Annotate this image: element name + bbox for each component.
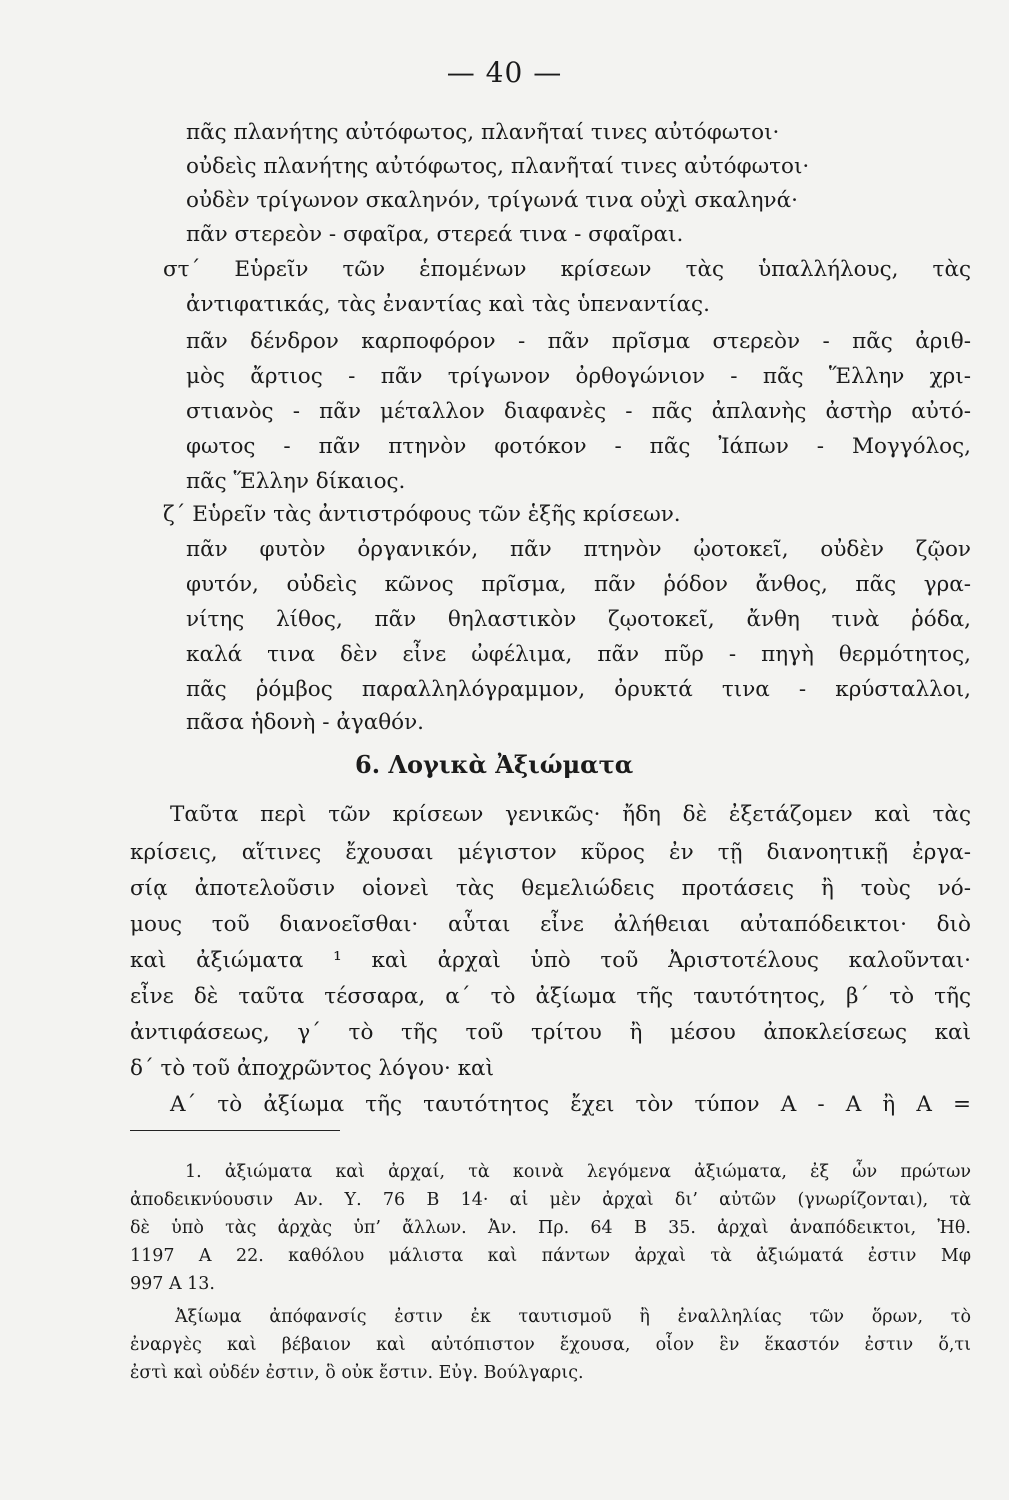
text-line: στιανὸς - πᾶν μέταλλον διαφανὲς - πᾶς ἀπλανὴς ἀστὴρ αὐτό- <box>186 399 971 424</box>
footnote-line: δὲ ὑπὸ τὰς ἀρχὰς ὑπ’ ἄλλων. Ἀν. Πρ. 64 Β 35. ἀρχαὶ ἀναπόδεικτοι, Ἠθ. <box>130 1218 971 1238</box>
footnote-line: 1. ἀξιώματα καὶ ἀρχαί, τὰ κοινὰ λεγόμενα ἀξιώματα, ἐξ ὧν πρώτων <box>185 1162 971 1182</box>
text-line: ἀντιφάσεως, γ΄ τὸ τῆς τοῦ τρίτου ἢ μέσου ἀποκλείσεως καὶ <box>130 1020 971 1045</box>
footnote-line: Ἀξίωμα ἀπόφανσίς ἐστιν ἐκ ταυτισμοῦ ἢ ἐναλληλίας τῶν ὅρων, τὸ <box>175 1307 971 1327</box>
footnote-rule <box>130 1130 340 1131</box>
text-line: οὐδεὶς πλανήτης αὐτόφωτος, πλανῆταί τινες αὐτόφωτοι· <box>186 154 810 179</box>
text-line: καὶ ἀξιώματα ¹ καὶ ἀρχαὶ ὑπὸ τοῦ Ἀριστοτέλους καλοῦνται· <box>130 948 971 973</box>
text-line: καλά τινα δὲν εἶνε ὠφέλιμα, πᾶν πῦρ - πηγὴ θερμότητος, <box>186 642 971 667</box>
footnote-line: 1197 Α 22. καθόλου μάλιστα καὶ πάντων ἀρχαὶ τὰ ἀξιώματά ἐστιν Μφ <box>130 1246 971 1266</box>
text-line: πᾶν φυτὸν ὀργανικόν, πᾶν πτηνὸν ᾠοτοκεῖ, οὐδὲν ζῷον <box>186 537 971 562</box>
text-line: νίτης λίθος, πᾶν θηλαστικὸν ζῳοτοκεῖ, ἄνθη τινὰ ῥόδα, <box>186 607 971 632</box>
section-heading: 6. Λογικὰ Ἀξιώματα <box>355 750 634 779</box>
text-line: φυτόν, οὐδεὶς κῶνος πρῖσμα, πᾶν ῥόδον ἄνθος, πᾶς γρα- <box>186 572 971 597</box>
footnote-line: ἀποδεικνύουσιν Αν. Υ. 76 Β 14· αἱ μὲν ἀρχαὶ δι’ αὐτῶν (γνωρίζονται), τὰ <box>130 1190 971 1210</box>
text-line: κρίσεις, αἵτινες ἔχουσαι μέγιστον κῦρος ἐν τῇ διανοητικῇ ἐργα- <box>130 840 971 865</box>
text-line: Ταῦτα περὶ τῶν κρίσεων γενικῶς· ἤδη δὲ ἐξετάζομεν καὶ τὰς <box>170 802 971 827</box>
text-line: πᾶς Ἕλλην δίκαιος. <box>186 469 406 494</box>
text-line: ἀντιφατικάς, τὰς ἐναντίας καὶ τὰς ὑπεναντίας. <box>186 292 710 317</box>
footnote-line: 997 Α 13. <box>130 1274 215 1294</box>
text-line: φωτος - πᾶν πτηνὸν φοτόκον - πᾶς Ἰάπων - Μογγόλος, <box>186 434 971 459</box>
text-line: οὐδὲν τρίγωνον σκαληνόν, τρίγωνά τινα οὐχὶ σκαληνά· <box>186 188 798 213</box>
page-number: — 40 — <box>446 56 563 89</box>
text-line: πᾶς ῥόμβος παραλληλόγραμμον, ὀρυκτά τινα - κρύσταλλοι, <box>186 677 971 702</box>
text-line: μους τοῦ διανοεῖσθαι· αὗται εἶνε ἀλήθειαι αὐταπόδεικτοι· διὸ <box>130 912 971 937</box>
footnote-line: ἐστὶ καὶ οὐδέν ἐστιν, ὃ οὐκ ἔστιν. Εὐγ. Βούλγαρις. <box>130 1363 584 1383</box>
text-line: δ΄ τὸ τοῦ ἀποχρῶντος λόγου· καὶ <box>130 1056 495 1081</box>
text-line: ζ΄ Εὑρεῖν τὰς ἀντιστρόφους τῶν ἑξῆς κρίσεων. <box>163 502 681 527</box>
text-line: πᾶν δένδρον καρποφόρον - πᾶν πρῖσμα στερεὸν - πᾶς ἀριθ- <box>186 329 971 354</box>
text-line: Α΄ τὸ ἀξίωμα τῆς ταυτότητος ἔχει τὸν τύπον Α - Α ἢ Α = <box>170 1092 971 1117</box>
text-line: πᾶς πλανήτης αὐτόφωτος, πλανῆταί τινες αὐτόφωτοι· <box>186 120 780 145</box>
text-line: εἶνε δὲ ταῦτα τέσσαρα, α΄ τὸ ἀξίωμα τῆς ταυτότητος, β΄ τὸ τῆς <box>130 984 971 1009</box>
footnote-line: ἐναργὲς καὶ βέβαιον καὶ αὐτόπιστον ἔχουσα, οἷον ἓν ἕκαστόν ἐστιν ὅ,τι <box>130 1335 971 1355</box>
text-line: στ΄ Εὑρεῖν τῶν ἑπομένων κρίσεων τὰς ὑπαλλήλους, τὰς <box>163 257 971 282</box>
text-line: πᾶσα ἡδονὴ - ἀγαθόν. <box>186 710 425 735</box>
text-line: πᾶν στερεὸν - σφαῖρα, στερεά τινα - σφαῖραι. <box>186 222 684 247</box>
text-line: μὸς ἄρτιος - πᾶν τρίγωνον ὀρθογώνιον - πᾶς Ἕλλην χρι- <box>186 364 971 389</box>
text-line: σίᾳ ἀποτελοῦσιν οἱονεὶ τὰς θεμελιώδεις προτάσεις ἢ τοὺς νό- <box>130 876 971 901</box>
